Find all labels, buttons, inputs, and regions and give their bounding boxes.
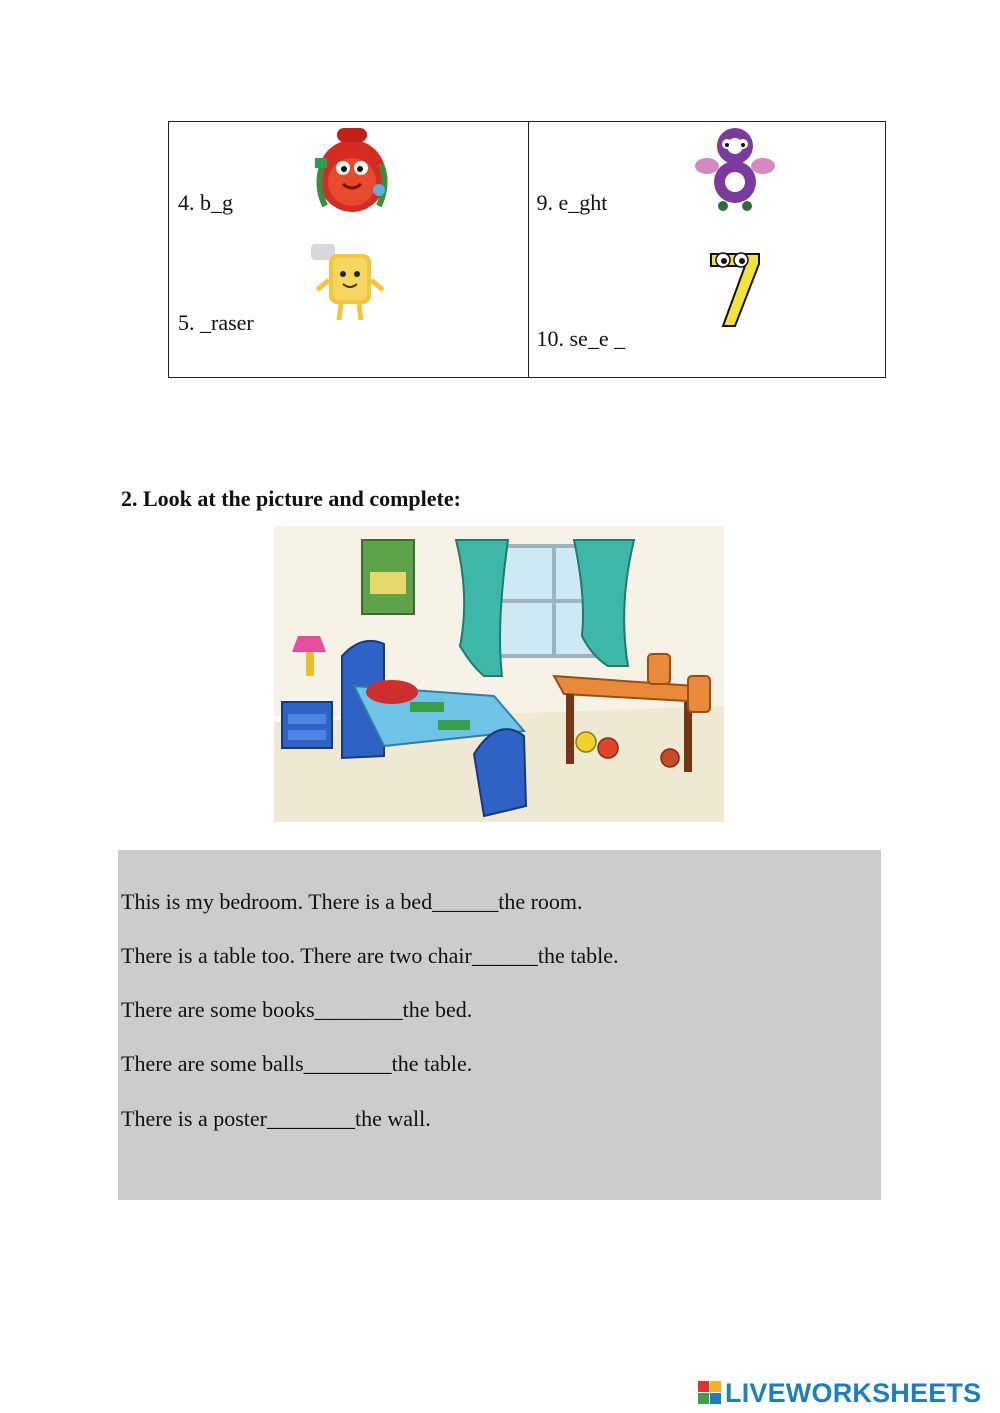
answer-blank-2[interactable]: ______ bbox=[471, 943, 538, 968]
item-9-label: 9. e_ght bbox=[536, 190, 608, 215]
exercise-2-title: 2. Look at the picture and complete: bbox=[121, 486, 461, 511]
liveworksheets-logo[interactable] bbox=[697, 1376, 981, 1410]
sentence-3: There are some books________the bed. bbox=[121, 997, 473, 1022]
answer-blank-4[interactable]: ________ bbox=[303, 1051, 392, 1076]
sentence-1: This is my bedroom. There is a bed______the room. bbox=[121, 889, 583, 914]
sentence-2: There is a table too. There are two chair______the table. bbox=[121, 943, 619, 968]
vocabulary-column-right bbox=[528, 122, 886, 377]
liveworksheets-logo-icon bbox=[697, 1379, 723, 1407]
item-10-label: 10. se_e _ bbox=[536, 326, 626, 351]
number-eight-picture bbox=[695, 124, 775, 212]
liveworksheets-logo-text: LIVEWORKSHEETS bbox=[725, 1377, 982, 1408]
answer-blank-3[interactable]: ________ bbox=[314, 997, 403, 1022]
sentence-4: There are some balls________the table. bbox=[121, 1051, 473, 1076]
answer-blank-1[interactable]: ______ bbox=[432, 889, 499, 914]
vocabulary-table bbox=[168, 121, 886, 378]
vocabulary-column-left bbox=[169, 122, 528, 377]
sentence-5: There is a poster________the wall. bbox=[121, 1106, 431, 1131]
sentence-completion-box bbox=[118, 850, 881, 1200]
answer-blank-5[interactable]: ________ bbox=[267, 1106, 355, 1131]
backpack-picture bbox=[309, 124, 395, 216]
item-5-label: 5. _raser bbox=[178, 310, 254, 335]
bedroom-picture bbox=[274, 526, 724, 822]
item-4-label: 4. b_g bbox=[178, 190, 233, 215]
number-seven-picture bbox=[705, 248, 765, 330]
eraser-picture bbox=[309, 240, 389, 326]
